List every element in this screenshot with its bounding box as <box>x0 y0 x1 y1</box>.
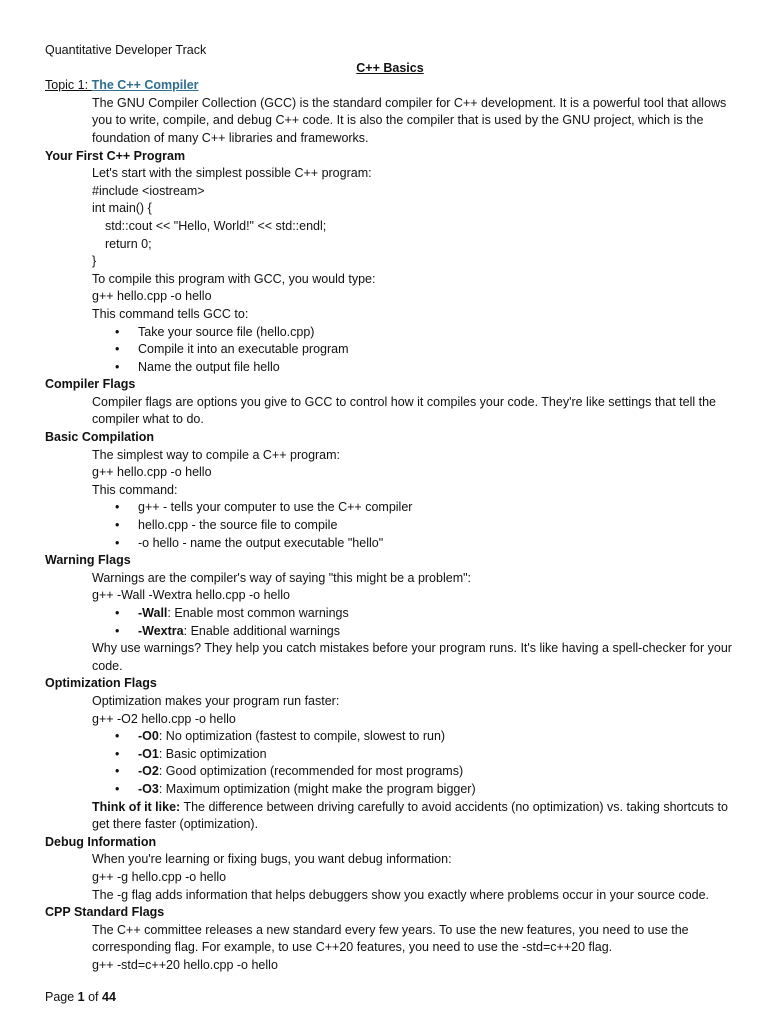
optimization-analogy <box>45 799 735 834</box>
flag-description: : Good optimization (recommended for most programs) <box>158 764 464 779</box>
optimization-lead: Optimization makes your program run faster: <box>92 693 340 708</box>
flag-description: : Enable additional warnings <box>183 623 340 638</box>
code-line-include: #include <iostream> <box>92 183 205 198</box>
flag-description: : Enable most common warnings <box>167 606 349 620</box>
debug-lead: When you're learning or fixing bugs, you want debug information: <box>92 852 452 867</box>
basic-compilation-lead: The simplest way to compile a C++ program: <box>92 447 341 462</box>
page-of: of <box>84 990 102 1004</box>
section-heading-compiler-flags: Compiler Flags <box>45 377 136 392</box>
warning-flags-list <box>45 605 735 640</box>
flag-name: -O2 <box>138 764 159 779</box>
page-total: 44 <box>102 990 116 1004</box>
first-program-lead: Let's start with the simplest possible C++ program: <box>92 166 372 181</box>
list-item <box>45 746 735 764</box>
page-number: 1 <box>77 990 85 1004</box>
analogy-text: The difference between driving carefully to avoid accidents (no optimization) vs. taking shortcuts to get there faster (optimization). <box>92 799 728 832</box>
section-heading-warning-flags: Warning Flags <box>45 553 131 568</box>
flag-description: : No optimization (fastest to compile, slowest to run) <box>158 729 446 744</box>
flag-name: -Wall <box>138 606 168 620</box>
flag-name: -O0 <box>138 729 159 744</box>
section-heading-first-program: Your First C++ Program <box>45 148 186 163</box>
section-heading-cpp-standard: CPP Standard Flags <box>45 905 165 920</box>
list-item: • g++ - tells your computer to use the C++ compiler <box>45 499 735 517</box>
topic-heading <box>45 77 735 95</box>
flag-name: -O1 <box>138 746 159 761</box>
list-item: • Take your source file (hello.cpp) <box>45 324 735 342</box>
page-label: Page <box>45 990 78 1004</box>
debug-command: g++ -g hello.cpp -o hello <box>92 869 227 884</box>
list-item <box>45 623 735 641</box>
basic-compilation-list <box>45 499 735 552</box>
basic-compilation-command: g++ hello.cpp -o hello <box>92 465 212 480</box>
list-item: • Compile it into an executable program <box>45 341 735 359</box>
list-item <box>45 605 735 623</box>
analogy-label: Think of it like: <box>92 799 181 814</box>
debug-text: The -g flag adds information that helps debuggers show you exactly where problems occur in your source code. <box>92 887 709 902</box>
command-tells: This command tells GCC to: <box>92 306 249 321</box>
list-item: • Name the output file hello <box>45 359 735 377</box>
warning-flags-lead: Warnings are the compiler's way of saying "this might be a problem": <box>92 570 472 585</box>
flag-description: : Basic optimization <box>158 746 267 761</box>
optimization-flags-list <box>45 728 735 798</box>
topic-link[interactable]: The C++ Compiler <box>91 78 199 93</box>
compiler-flags-text: Compiler flags are options you give to GCC to control how it compiles your code. They're like settings that tell the compiler what to do. <box>92 394 716 427</box>
basic-compilation-this-command: This command: <box>92 482 178 497</box>
code-line-cout: std::cout << "Hello, World!" << std::endl; <box>105 218 327 233</box>
code-line-close: } <box>92 254 97 269</box>
section-heading-debug-information: Debug Information <box>45 834 157 849</box>
first-program-list <box>45 324 735 377</box>
warning-flags-command: g++ -Wall -Wextra hello.cpp -o hello <box>92 588 291 603</box>
intro-paragraph: The GNU Compiler Collection (GCC) is the standard compiler for C++ development. It is a powerful tool that allows you to write, compile, and debug C++ code. It is also the compiler that is used by the GNU project, which is the foundation of many C++ libraries and frameworks. <box>92 95 727 145</box>
flag-name: -O3 <box>138 781 159 796</box>
track-header: Quantitative Developer Track <box>45 43 207 57</box>
section-heading-optimization-flags: Optimization Flags <box>45 676 157 691</box>
code-line-return: return 0; <box>105 236 152 251</box>
flag-description: : Maximum optimization (might make the program bigger) <box>158 781 476 796</box>
warning-flags-why: Why use warnings? They help you catch mistakes before your program runs. It's like having a spell-checker for your code. <box>92 641 732 673</box>
topic-prefix: Topic 1: <box>45 78 92 93</box>
list-item <box>45 728 735 746</box>
list-item <box>45 781 735 799</box>
cpp-standard-command: g++ -std=c++20 hello.cpp -o hello <box>92 957 278 972</box>
compile-lead: To compile this program with GCC, you would type: <box>92 271 376 286</box>
flag-name: -Wextra <box>138 623 184 638</box>
code-line-main: int main() { <box>92 201 152 216</box>
document-title: C++ Basics <box>356 60 424 75</box>
optimization-command: g++ -O2 hello.cpp -o hello <box>92 711 236 726</box>
list-item: • -o hello - name the output executable "hello" <box>45 535 735 553</box>
section-heading-basic-compilation: Basic Compilation <box>45 430 155 445</box>
page-content <box>45 42 735 974</box>
page-footer <box>45 989 116 1007</box>
list-item: • hello.cpp - the source file to compile <box>45 517 735 535</box>
cpp-standard-text: The C++ committee releases a new standard every few years. To use the new features, you need to use the corresponding flag. For example, to use C++20 features, you need to use the -std=c++20 flag. <box>92 922 689 955</box>
compile-command: g++ hello.cpp -o hello <box>92 289 212 304</box>
list-item <box>45 763 735 781</box>
